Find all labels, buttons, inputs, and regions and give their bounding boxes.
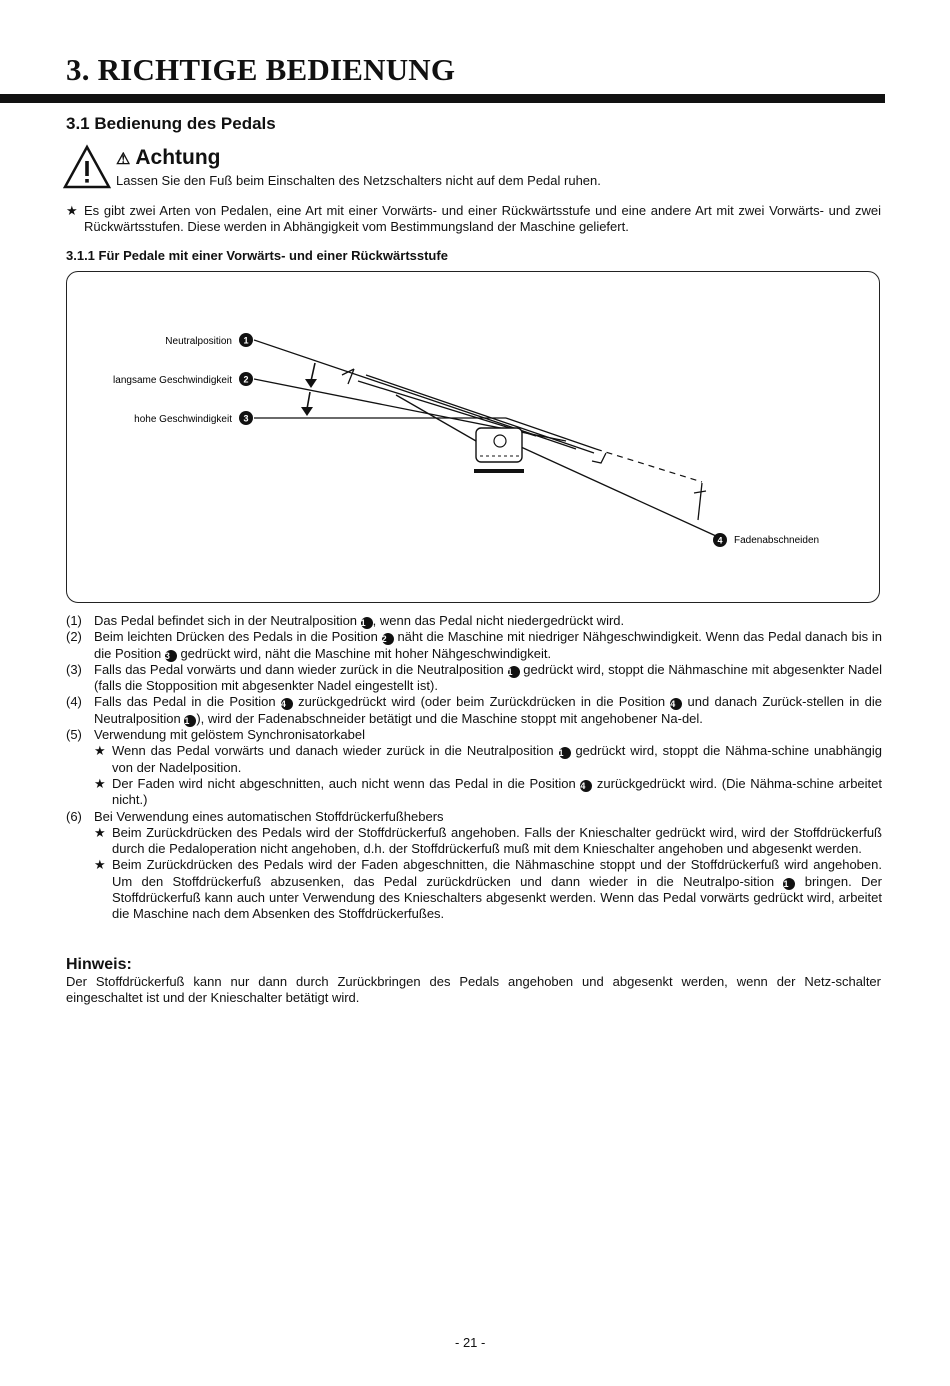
label-thread-trim: Fadenabschneiden [734,535,820,546]
badge-4-num: 4 [717,535,723,546]
list-item-5: (5) Verwendung mit gelöstem Synchronisatorkabel [66,727,365,743]
note-text: Der Stoffdrückerfuß kann nur dann durch Zurückbringen des Pedals angehoben und abgesenkt werden, wenn der Netz-schalter eingeschaltet ist und der Knieschalter betätigt wird. [66,974,881,1006]
badge-1-num: 1 [243,335,249,346]
list-subitem-5-2: ★ Der Faden wird nicht abgeschnitten, auch nicht wenn das Pedal in die Position 4 zurückgedrückt wird. (Die Nähma-schine arbeitet nicht.) [94,775,882,808]
warning-text: Lassen Sie den Fuß beim Einschalten des Netzschalters nicht auf dem Pedal ruhen. [116,173,601,188]
position-badge: 2 [382,633,394,645]
chapter-rule [0,94,885,103]
list-item-6: (6) Bei Verwendung eines automatischen Stoffdrückerfußhebers [66,808,444,824]
instruction-list [66,613,882,923]
dashed-trim-path [596,449,702,482]
badge-2-num: 2 [243,374,249,385]
intro-text: Es gibt zwei Arten von Pedalen, eine Art mit einer Vorwärts- und einer Rückwärtsstufe und eine andere Art mit zwei Vorwärts- und zwei Rückwärtsstufen. Diese werden in Abhängigkeit vom Bestimmungsland der Maschine geliefert. [84,203,881,235]
pedal-hinge [474,428,524,473]
warning-triangle-icon [62,144,112,190]
list-subitem-6-1: ★ Beim Zurückdrücken des Pedals wird der Stoffdrückerfuß angehoben. Falls der Knieschalter gedrückt wird, wird der Stoffdrückerfuß durch die Pedaloperation nicht angehoben, d.h. der Stoffdrückerfuß muß mit dem Knieschalter angehoben und abgesenkt werden. [94,824,882,857]
label-neutral: Neutralposition [165,336,232,347]
subsection-title: 3.1.1 Für Pedale mit einer Vorwärts- und einer Rückwärtsstufe [66,248,448,263]
position-badge: 4 [670,698,682,710]
label-slow: langsame Geschwindigkeit [113,375,232,386]
list-subitem-6-2: ★ Beim Zurückdrücken des Pedals wird der Faden abgeschnitten, die Nähmaschine stoppt und der Stoffdrückerfuß wird angehoben. Um den Stoffdrückerfuß abzusenken, das Pedal zurückdrücken und dann wieder in die Neutralpo-sition 1 bringen. Der Stoffdrückerfuß kann auch unter Verwendung des Knieschalters abgesenkt werden. Wenn das Pedal vorwärts gedrückt wird, arbeitet die Maschine nach dem Absenken des Stoffdrückerfußes. [94,857,882,922]
label-fast: hohe Geschwindigkeit [134,414,232,425]
position-badge: 1 [508,666,520,678]
warning-small-icon: ⚠ [116,151,131,168]
list-item-2: (2) Beim leichten Drücken des Pedals in die Position 2 näht die Maschine mit niedriger Nähgeschwindigkeit. Wenn das Pedal danach bis in die Position 3 gedrückt wird, näht die Maschine mit hoher Nähgeschwindigkeit. [66,629,882,661]
chapter-title: 3. RICHTIGE BEDIENUNG [66,52,456,87]
list-subitem-5-1: ★ Wenn das Pedal vorwärts und danach wieder zurück in die Neutralposition 1 gedrückt wird, stoppt die Nähma-schine unabhängig von der Nadelposition. [94,743,883,775]
position-badge: 1 [783,878,795,890]
page-number: - 21 - [455,1335,486,1350]
list-item-4: (4) Falls das Pedal in die Position 4 zurückgedrückt wird (oder beim Zurückdrücken in die Position 4 und danach Zurück-stellen in die Neutralposition 1 ), wird der Fadenabschneider betätigt und die Maschine stoppt mit angehobener Na-del. [66,694,882,726]
list-item-1: (1) Das Pedal befindet sich in der Neutralposition 1 , wenn das Pedal nicht niedergedrückt wird. [66,613,625,628]
position-badge: 1 [184,715,196,727]
star-bullet: ★ [66,203,78,218]
position-badge: 4 [580,780,592,792]
section-title: 3.1 Bedienung des Pedals [66,114,276,133]
warning-heading [116,146,221,170]
badge-3-num: 3 [243,413,249,424]
pedal-diagram [66,271,880,603]
position-badge: 1 [559,747,571,759]
intro-paragraph [66,203,881,236]
warning-heading-text: Achtung [135,146,221,169]
position-badge: 3 [165,650,177,662]
note-label: Hinweis: [66,956,132,973]
position-badge: 1 [361,617,373,629]
position-badge: 4 [281,698,293,710]
list-item-3: (3) Falls das Pedal vorwärts und dann wieder zurück in die Neutralposition 1 gedrückt wird, stoppt die Nähmaschine mit abgesenkter Nadel (falls die Stopposition mit abgesenkter Nadel eingestellt ist). [66,661,882,694]
